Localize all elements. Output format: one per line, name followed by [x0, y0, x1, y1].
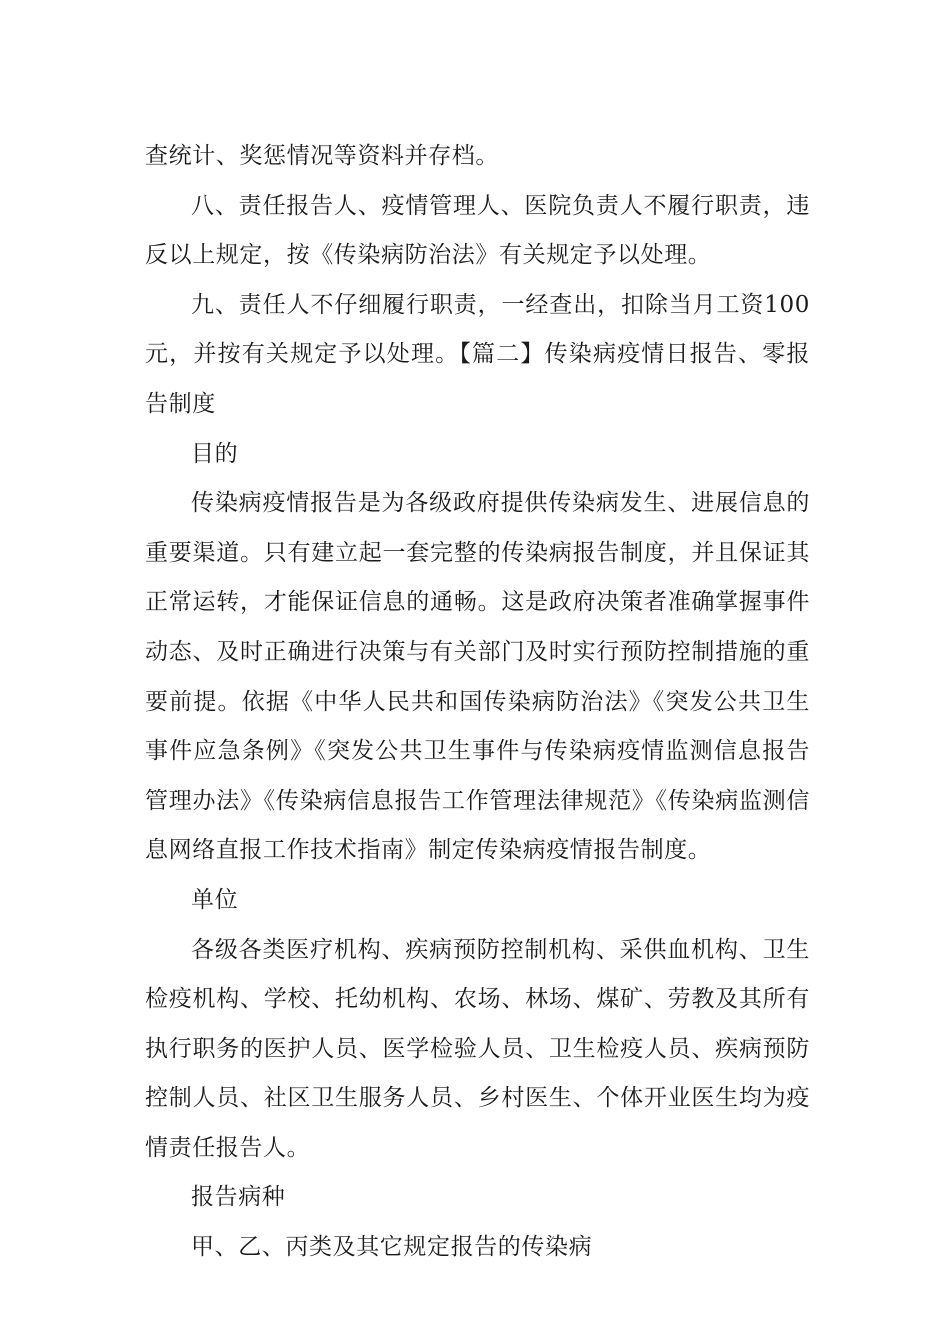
paragraph-reported-diseases-body: 甲、乙、丙类及其它规定报告的传染病: [191, 1234, 593, 1261]
paragraph-purpose-body: 传染病疫情报告是为各级政府提供传染病发生、进展信息的重要渠道。只有建立起一套完整的传染病报告制度，并且保证其正常运转，才能保证信息的通畅。这是政府决策者准确掌握事件动态、及时正确进行决策与有关部门及时实行预防控制措施的重要前提。依据《中华人民共和国传染病防治法》《突发公共卫生事件应急条例》《突发公共卫生事件与传染病疫情监测信息报告管理办法》《传染病信息报告工作管理法律规范》《传染病监测信息网络直报工作技术指南》制定传染病疫情报告制度。: [145, 490, 810, 864]
heading-unit: 单位: [191, 886, 239, 913]
heading-reported-diseases: 报告病种: [191, 1184, 286, 1211]
paragraph-item-nine: 九、责任人不仔细履行职责，一经查出，扣除当月工资100元，并按有关规定予以处理。【篇二】传染病疫情日报告、零报告制度: [145, 291, 810, 417]
document-body: [145, 132, 810, 1273]
heading-purpose: 目的: [191, 440, 239, 467]
paragraph-unit-body: 各级各类医疗机构、疾病预防控制机构、采供血机构、卫生检疫机构、学校、托幼机构、农场、林场、煤矿、劳教及其所有执行职务的医护人员、医学检验人员、卫生检疫人员、疾病预防控制人员、社区卫生服务人员、乡村医生、个体开业医生均为疫情责任报告人。: [145, 936, 810, 1161]
paragraph-archive-continuation: 查统计、奖惩情况等资料并存档。: [145, 143, 499, 169]
paragraph-item-eight: 八、责任报告人、疫情管理人、医院负责人不履行职责，违反以上规定，按《传染病防治法》有关规定予以处理。: [145, 192, 810, 269]
